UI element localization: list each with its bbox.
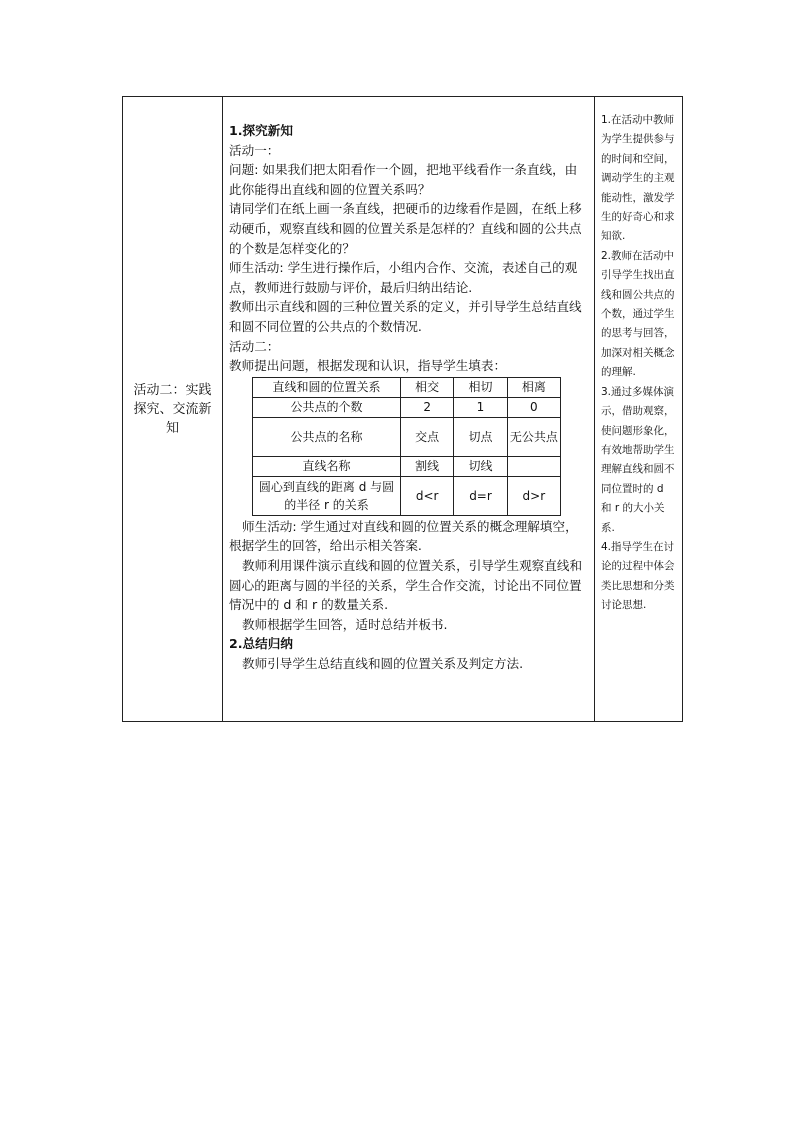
design-note-1: 1.在活动中教师为学生提供参与的时间和空间，调动学生的主观能动性，激发学生的好奇心和求知欲.	[601, 114, 675, 243]
table-row	[253, 417, 561, 456]
question-text: 问题: 如果我们把太阳看作一个圆，把地平线看作一条直线，由此你能得出直线和圆的位置关系吗？	[229, 162, 578, 197]
design-note-2: 2.教师在活动中引导学生找出直线和圆公共点的个数，通过学生的思考与回答，加深对相关概念的理解.	[601, 249, 675, 379]
activity-one-label: 活动一：	[229, 142, 280, 158]
board-summary-text: 教师根据学生回答，适时总结并板书.	[242, 616, 448, 632]
content-cell	[223, 97, 595, 722]
table-row	[253, 397, 561, 417]
table-cell: 0	[507, 397, 560, 417]
table-row	[253, 476, 561, 515]
content-body	[223, 97, 594, 673]
design-note-3: 3.通过多媒体演示，借助观察，使问题形象化，有效地帮助学生理解直线和圆不同位置时的 d 和 r 的大小关系.	[601, 385, 675, 534]
table-cell: 公共点的名称	[253, 417, 401, 456]
table-header-row	[253, 377, 561, 397]
table-cell: 切线	[454, 456, 507, 476]
table-cell: 公共点的个数	[253, 397, 401, 417]
table-cell: d<r	[401, 476, 454, 515]
table-cell: d>r	[507, 476, 560, 515]
table-header-cell: 相交	[401, 377, 454, 397]
teacher-definition-text: 教师出示直线和圆的三种位置关系的定义，并引导学生总结直线和圆不同位置的公共点的个数情况.	[229, 299, 582, 334]
table-cell: 无公共点	[507, 417, 560, 456]
table-row	[253, 456, 561, 476]
activity-title: 活动二：实践探究、交流新知	[133, 382, 212, 436]
activity-title-cell	[123, 97, 223, 722]
table-cell: 交点	[401, 417, 454, 456]
courseware-demo-text: 教师利用课件演示直线和圆的位置关系，引导学生观察直线和圆心的距离与圆的半径的关系，学生合作交流，讨论出不同位置情况中的 d 和 r 的数量关系.	[229, 557, 583, 613]
design-intent-cell	[595, 97, 683, 722]
section-heading-summary: 2.总结归纳	[229, 636, 293, 652]
design-intent-body	[595, 97, 682, 616]
table-header-cell: 直线和圆的位置关系	[253, 377, 401, 397]
table-cell: 圆心到直线的距离 d 与圆的半径 r 的关系	[253, 476, 401, 515]
design-note-4: 4.指导学生在讨论的过程中体会类比思想和分类讨论思想.	[601, 540, 675, 612]
table-cell: 2	[401, 397, 454, 417]
fill-table-instruction: 教师提出问题，根据发现和认识，指导学生填表：	[229, 358, 507, 374]
teacher-student-activity-2: 师生活动: 学生通过对直线和圆的位置关系的概念理解填空，根据学生的回答，给出示相关答案.	[229, 518, 578, 554]
lesson-table	[122, 96, 683, 722]
table-cell: 直线名称	[253, 456, 401, 476]
section-heading-explore: 1.探究新知	[229, 123, 293, 138]
coin-task-text: 请同学们在纸上画一条直线，把硬币的边缘看作是圆，在纸上移动硬币，观察直线和圆的位置关系是怎样的？直线和圆的公共点的个数是怎样变化的？	[229, 201, 582, 256]
table-cell: 1	[454, 397, 507, 417]
table-cell	[507, 456, 560, 476]
table-header-cell: 相切	[454, 377, 507, 397]
table-cell: d=r	[454, 476, 507, 515]
summary-text: 教师引导学生总结直线和圆的位置关系及判定方法.	[242, 655, 524, 671]
table-header-cell: 相离	[507, 377, 560, 397]
teacher-student-activity-1: 师生活动: 学生进行操作后，小组内合作、交流，表述自己的观点，教师进行鼓励与评价，最后归纳出结论.	[229, 260, 578, 295]
position-relation-table	[252, 377, 561, 516]
table-cell: 割线	[401, 456, 454, 476]
table-cell: 切点	[454, 417, 507, 456]
activity-two-label: 活动二：	[229, 338, 280, 354]
